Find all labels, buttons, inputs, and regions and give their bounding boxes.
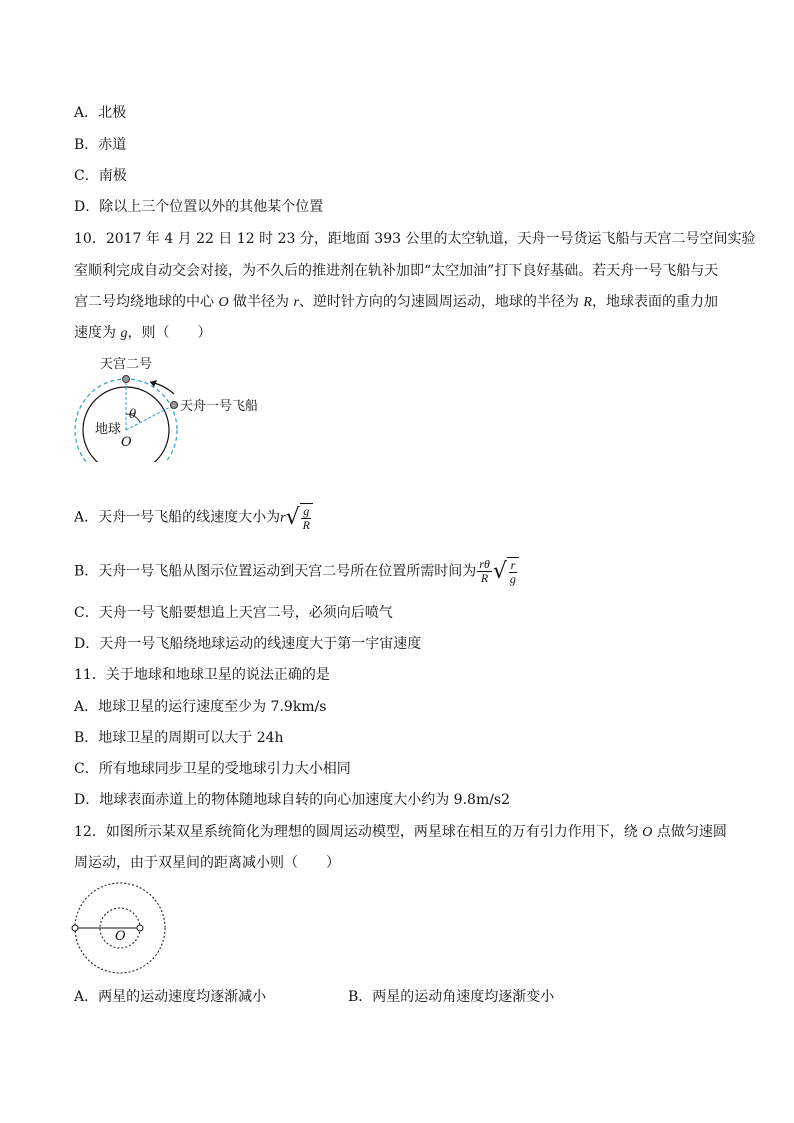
q12-text: 12．如图所示某双星系统简化为理想的圆周运动模型，两星球在相互的万有引力作用下，绕 [74,824,643,840]
q10-option-a [74,503,313,532]
q10-option-a-den: R [302,518,310,532]
q11-stem: 11．关于地球和地球卫星的说法正确的是 [74,667,330,683]
sqrt-symbol: √ $\frac{r}{g}$ [493,557,519,586]
q10-var-o: O [218,295,229,310]
label-tiangong: 天宫二号 [100,357,153,372]
q9-option-d: D．除以上三个位置以外的其他某个位置 [74,199,324,215]
q10-option-b [74,557,519,586]
sqrt-symbol: √ $\frac{g}{R}$ [286,503,313,532]
q12-var-o: O [642,825,653,840]
q10-text: 做半径为 [228,294,294,310]
q12-option-b: B．两星的运动角速度均逐渐变小 [348,989,555,1005]
q10-orbit-diagram [70,352,290,462]
q12-stem-line-2: 周运动，由于双星间的距离减小则（ ） [74,855,340,871]
q10-text: 、逆时针方向的匀速圆周运动，地球的半径为 [298,294,584,310]
q10-text: ，地球表面的重力加 [591,294,718,310]
q10-var-r: r [293,295,299,310]
q12-text: 点做匀速圆 [652,824,727,840]
star-right [137,925,143,931]
label-tianzhou: 天舟一号飞船 [180,399,259,414]
q10-var-g: g [120,326,128,341]
label-o: O [115,929,126,944]
q11-option-c: C．所有地球同步卫星的受地球引力大小相同 [74,761,351,777]
q10-option-c: C．天舟一号飞船要想追上天宫二号，必须向后喷气 [74,605,393,621]
label-earth: 地球 [95,422,122,437]
q10-option-b-text: B．天舟一号飞船从图示位置运动到天宫二号所在位置所需时间为 [74,563,477,580]
q10-option-b-snum: r [510,558,516,572]
q12-stem-line-1 [74,823,727,842]
q10-text: 宫二号均绕地球的中心 [74,294,219,310]
q10-option-b-sden: g [509,572,516,586]
q10-option-a-num: g [303,504,310,518]
q12-binary-star-diagram [70,878,170,978]
tianzhou-dot [171,402,178,409]
q10-stem-line-2: 室顺利完成自动交会对接，为不久后的推进剂在轨补加即“太空加油”打下良好基础。若天舟一号飞船与天 [74,263,719,279]
label-theta: θ [129,407,137,421]
q10-option-b-den: R [480,571,489,585]
q10-option-b-num: rθ [479,557,490,571]
q11-option-a: A．地球卫星的运行速度至少为 7.9km/s [74,699,327,715]
q10-option-a-text: A．天舟一号飞船的线速度大小为 [74,509,281,526]
star-left [72,925,78,931]
q10-var-R: R [583,295,592,310]
q12-option-a: A．两星的运动速度均逐渐减小 [74,989,267,1005]
q9-option-c: C．南极 [74,168,127,184]
q10-text: 速度为 [74,325,121,341]
q9-option-b: B．赤道 [74,137,127,153]
tiangong-dot [123,376,130,383]
q10-option-d: D．天舟一号飞船绕地球运动的线速度大于第一宇宙速度 [74,636,422,652]
q10-option-a-r: r [280,510,286,526]
q10-stem-line-1: 10．2017 年 4 月 22 日 12 时 23 分，距地面 393 公里的太空轨道，天舟一号货运飞船与天宫二号空间实验 [74,231,756,247]
label-o: O [121,435,132,450]
q10-stem-line-4 [74,324,211,343]
q11-option-b: B．地球卫星的周期可以大于 24h [74,730,284,746]
q11-option-d: D．地球表面赤道上的物体随地球自转的向心加速度大小约为 9.8m/s2 [74,792,511,808]
q10-stem-line-3 [74,293,718,312]
q9-option-a: A．北极 [74,105,127,121]
q10-text: ，则（ ） [127,325,212,341]
